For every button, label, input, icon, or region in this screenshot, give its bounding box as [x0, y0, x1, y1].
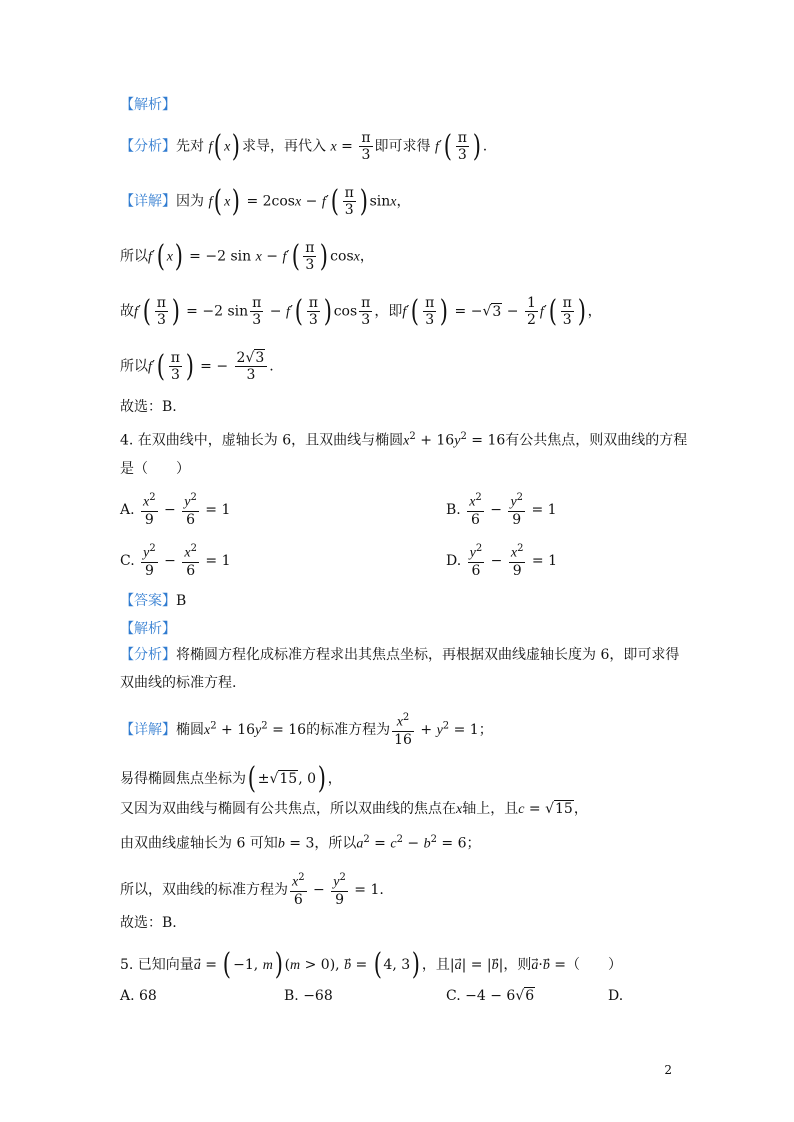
q3-result-line: 所以f′( $\frac{\pi}{3}$ ) = − $\frac{2√3}{3}$ . — [120, 348, 274, 384]
q5-option-c[interactable]: C. −4 − 6√6 — [446, 988, 535, 1004]
q3-derivative-line: 所以f′( x) = −2 sin x − f′( $\frac{\pi}{3}$ ) cosx， — [120, 238, 374, 274]
q4-conclusion: 故选：B. — [120, 915, 177, 931]
q5-option-b[interactable]: B. −68 — [284, 988, 333, 1004]
q4-analysis-line2: 双曲线的标准方程. — [120, 675, 237, 691]
q5-option-a[interactable]: A. 68 — [120, 988, 157, 1004]
q3-detail-line: 【详解】因为 f( x) = 2cosx − f′( $\frac{\pi}{3}$ ) sinx， — [120, 183, 411, 219]
q5-stem: 5. 已知向量a⃗ = ( −1, m) (m > 0), b⃗ = ( 4, 3) ，且|a⃗| = |b⃗|，则a⃗·b⃗ =（ ） — [120, 947, 623, 982]
q4-axis-line: 又因为双曲线与椭圆有公共焦点，所以双曲线的焦点在x轴上，且c = √15， — [120, 801, 588, 817]
q4-ab-line: 由双曲线虚轴长为 6 可知b = 3，所以$a^2 = c^2 - b^2 = 6$； — [120, 834, 481, 852]
q4-analysis-line1: 【分析】将椭圆方程化成标准方程求出其焦点坐标，再根据双曲线虚轴长度为 6，即可求得 — [120, 647, 680, 663]
q4-option-b[interactable]: B. $\frac{x^2}{6}$ − $\frac{y^2}{9}$ = 1 — [446, 492, 557, 528]
q5-option-d[interactable]: D. — [608, 988, 624, 1004]
q3-analysis-tag: 【解析】 — [120, 97, 176, 113]
q4-focus-line: 易得椭圆焦点坐标为( ±√15, 0) ， — [120, 761, 342, 796]
q4-option-c[interactable]: C. $\frac{y^2}{9}$ − $\frac{x^2}{6}$ = 1 — [120, 543, 231, 579]
q4-stem-line2: 是（ ） — [120, 461, 190, 477]
q4-stem-line1: 4. 在双曲线中，虚轴长为 6，且双曲线与椭圆$x^2 + 16y^2 = 16$有公共焦点，则双曲线的方程 — [120, 431, 688, 449]
q4-answer: 【答案】B — [120, 593, 187, 609]
page-number: 2 — [664, 1063, 672, 1077]
q4-result-line: 所以，双曲线的标准方程为 $\frac{x^2}{6}$ − $\frac{y^2}{9}$ = 1. — [120, 872, 384, 908]
q3-analysis-line: 【分析】先对 f( x) 求导，再代入 x = $\frac{\pi}{3}$ 即可求得 f′( $\frac{\pi}{3}$ ) . — [120, 128, 488, 164]
q4-analysis-tag: 【解析】 — [120, 621, 176, 637]
q4-detail-line: 【详解】椭圆$x^2 + 16y^2 = 16$的标准方程为 $\frac{x^2}{16}$ + $y^2 = 1$； — [120, 712, 493, 748]
q3-substitute-line: 故f′( $\frac{\pi}{3}$ ) = −2 sin $\frac{\pi}{3}$ − f′( $\frac{\pi}{3}$ ) cos $\frac{\pi}{3}$ ，即f′( $\frac{\pi}{3}$ ) = −√3 − $\frac{1}{2}$ f′( $\frac{\pi}{3}$ ) ， — [120, 293, 602, 329]
q4-option-d[interactable]: D. $\frac{y^2}{6}$ − $\frac{x^2}{9}$ = 1 — [446, 543, 558, 579]
q4-option-a[interactable]: A. $\frac{x^2}{9}$ − $\frac{y^2}{6}$ = 1 — [120, 492, 231, 528]
q3-conclusion: 故选：B. — [120, 399, 177, 415]
